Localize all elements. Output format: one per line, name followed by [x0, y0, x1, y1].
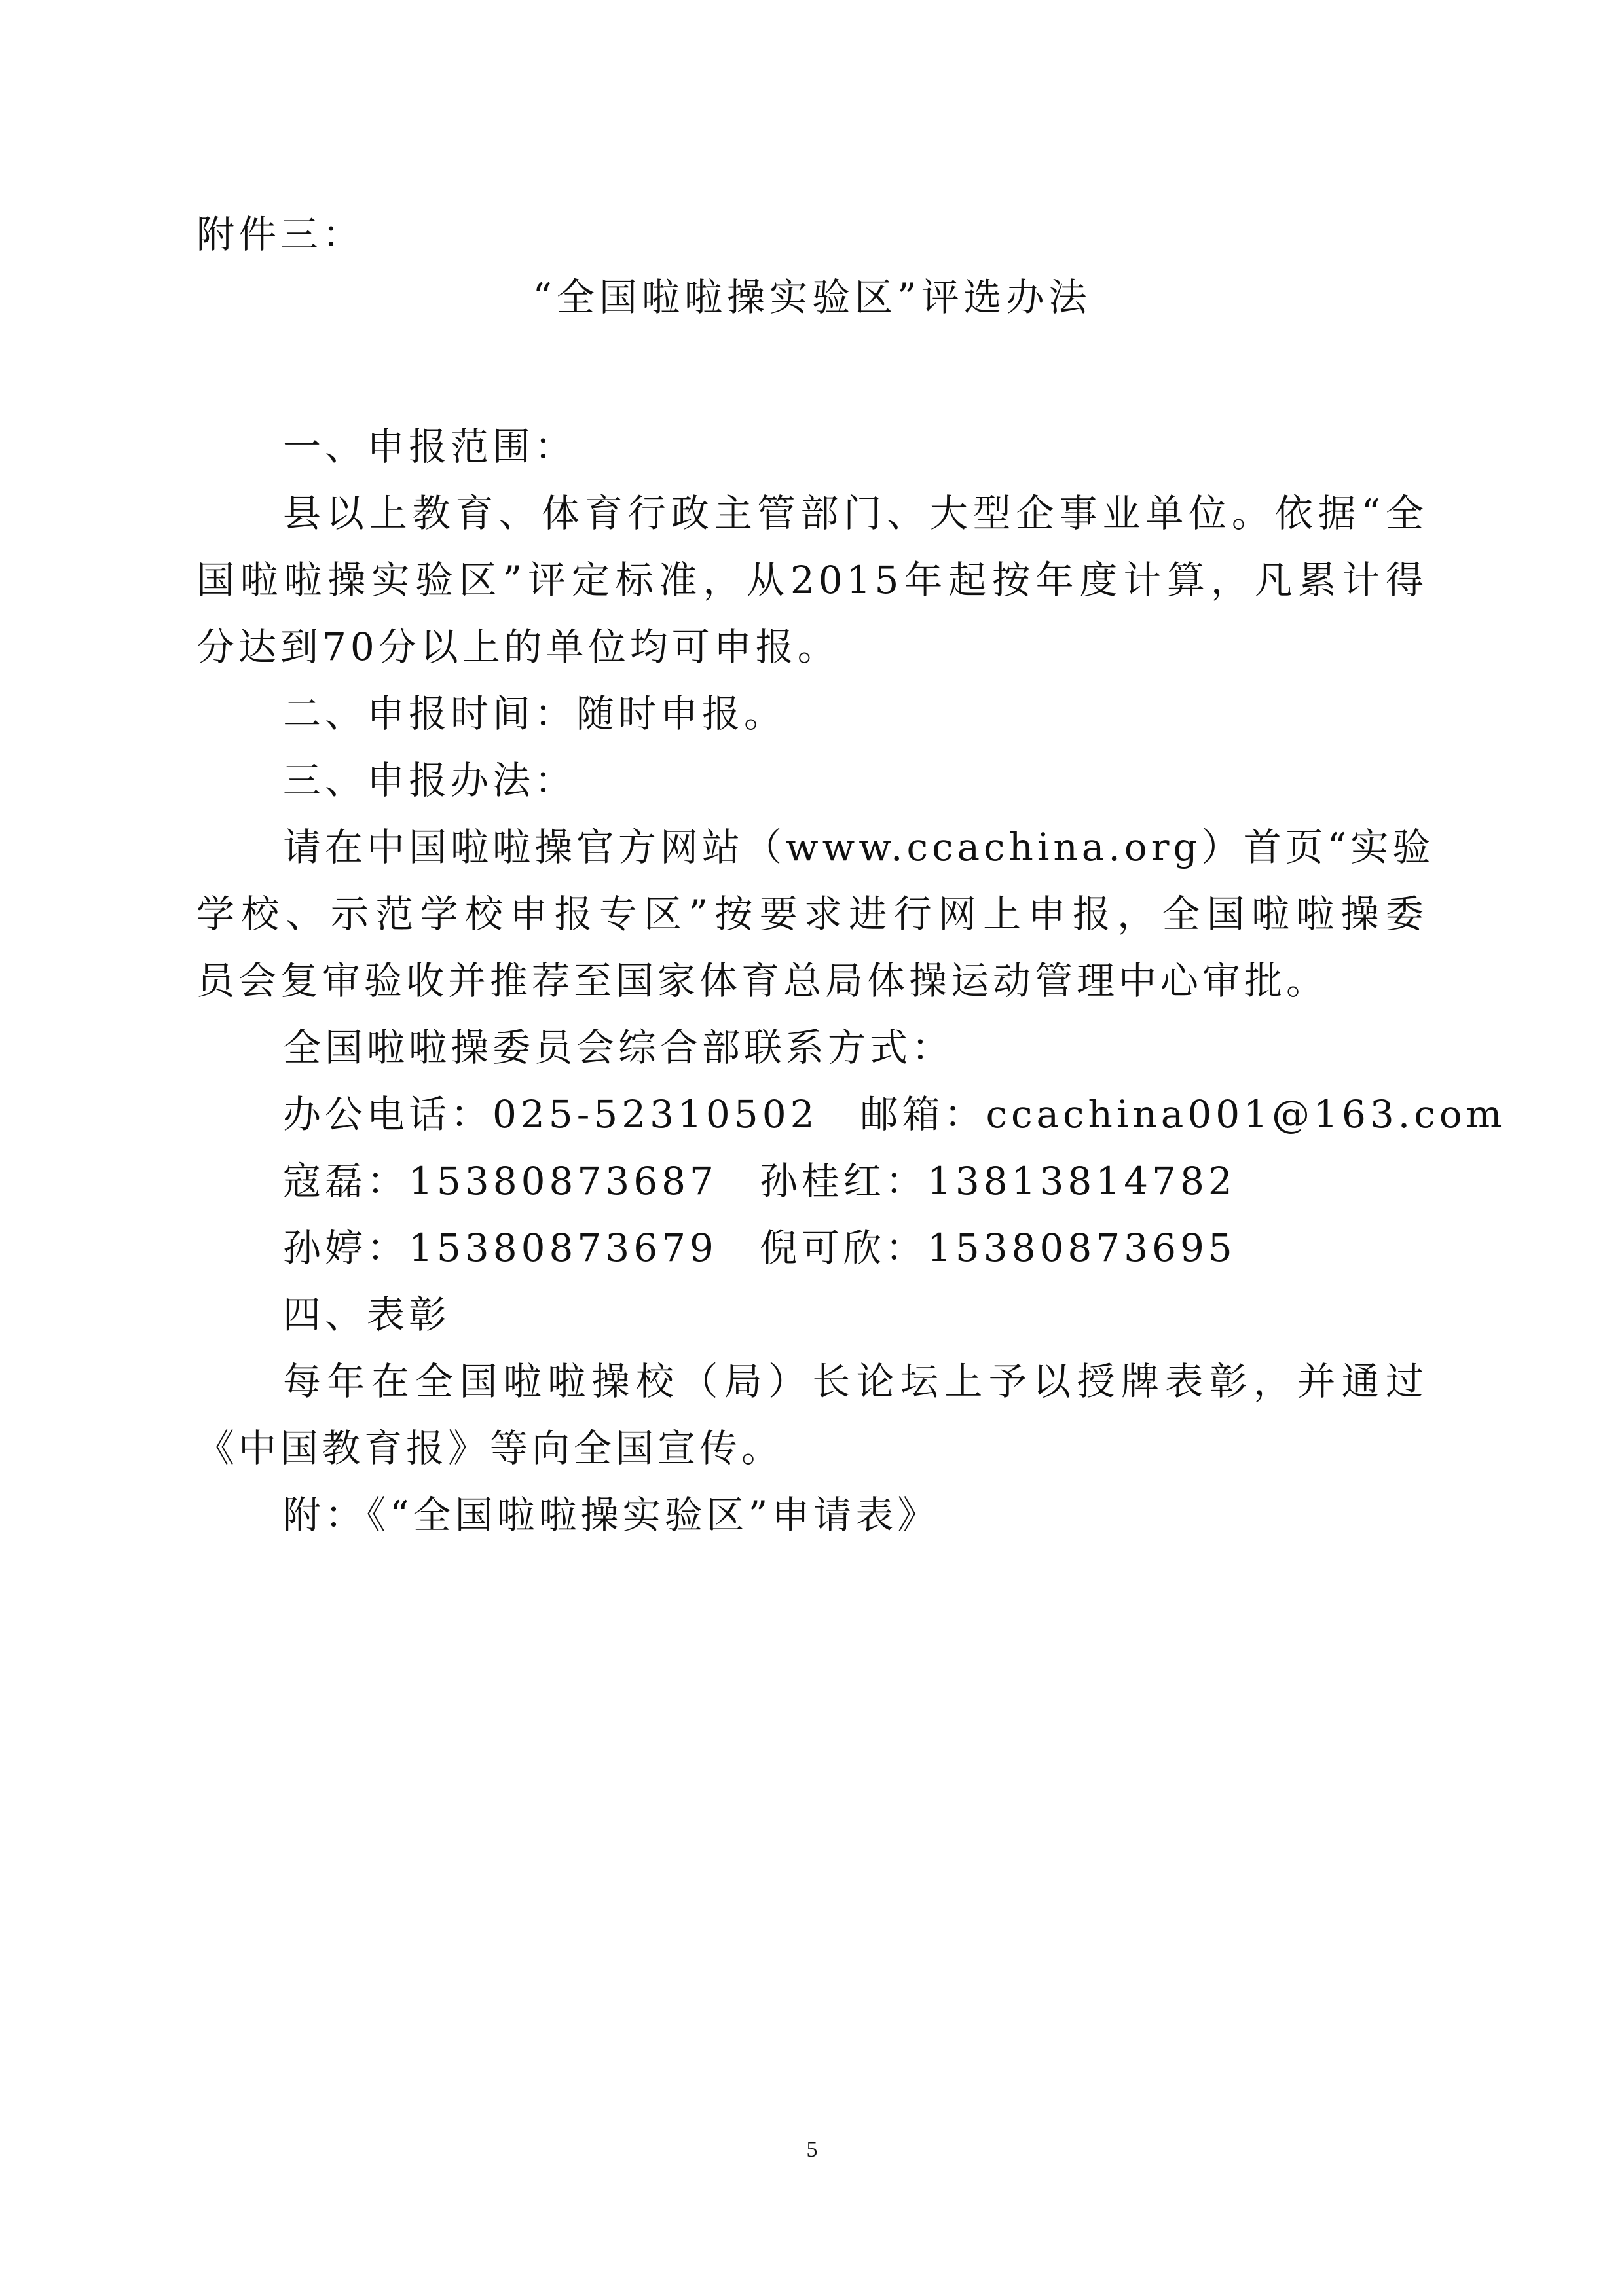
contact-heading: 全国啦啦操委员会综合部联系方式： [283, 1025, 954, 1070]
paragraph-line: 分达到70分以上的单位均可申报。 [196, 625, 840, 669]
appendix-note: 附：《“全国啦啦操实验区”申请表》 [283, 1493, 940, 1537]
section-heading-method: 三、申报办法： [283, 758, 577, 803]
paragraph-line: 请在中国啦啦操官方网站（www.ccachina.org）首页“实验 [283, 825, 1435, 869]
contact-people-row: 寇磊：15380873687 孙桂红：13813814782 [283, 1159, 1236, 1203]
paragraph-line: 《中国教育报》等向全国宣传。 [196, 1426, 784, 1470]
paragraph-line: 每年在全国啦啦操校（局）长论坛上予以授牌表彰，并通过 [283, 1359, 1428, 1404]
section-heading-scope: 一、申报范围： [283, 424, 577, 469]
paragraph-line: 县以上教育、体育行政主管部门、大型企事业单位。依据“全 [283, 491, 1428, 536]
paragraph-line: 员会复审验收并推荐至国家体育总局体操运动管理中心审批。 [196, 958, 1329, 1003]
contact-office-email: 办公电话：025-52310502 邮箱：ccachina001@163.com [283, 1092, 1506, 1137]
attachment-label: 附件三： [196, 212, 365, 257]
page-number: 5 [806, 2138, 818, 2162]
contact-people-row: 孙婷：15380873679 倪可欣：15380873695 [283, 1226, 1236, 1270]
document-title: “全国啦啦操实验区”评选办法 [532, 275, 1092, 319]
section-heading-awards: 四、表彰 [283, 1292, 451, 1337]
section-heading-time: 二、申报时间：随时申报。 [283, 691, 786, 736]
paragraph-line: 国啦啦操实验区”评定标准，从2015年起按年度计算，凡累计得 [196, 558, 1428, 602]
paragraph-line: 学校、示范学校申报专区”按要求进行网上申报，全国啦啦操委 [196, 892, 1428, 936]
